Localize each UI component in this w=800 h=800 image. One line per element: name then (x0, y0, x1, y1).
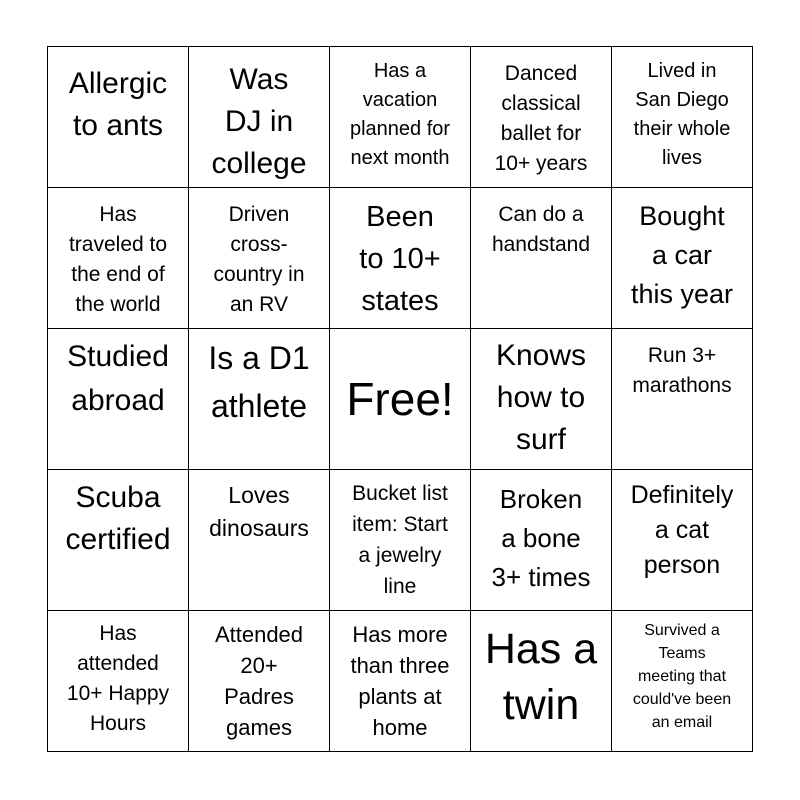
cell-text: Broken a bone 3+ times (491, 484, 591, 592)
bingo-cell[interactable] (471, 329, 612, 470)
bingo-cell[interactable] (612, 470, 753, 611)
cell-text: Free! (346, 373, 454, 425)
bingo-cell[interactable] (612, 611, 753, 752)
bingo-cell[interactable] (189, 611, 330, 752)
bingo-cell[interactable] (48, 329, 189, 470)
cell-text: Danced classical ballet for 10+ years (494, 62, 588, 175)
cell-text: Run 3+ marathons (632, 344, 732, 397)
cell-text: Allergic to ants (68, 67, 168, 142)
bingo-cell[interactable] (48, 188, 189, 329)
bingo-cell[interactable] (612, 329, 753, 470)
bingo-cell[interactable] (330, 611, 471, 752)
cell-text: Bought a car this year (630, 201, 734, 309)
bingo-cell[interactable] (471, 188, 612, 329)
cell-text: Definitely a cat person (630, 481, 734, 579)
bingo-cell[interactable] (471, 611, 612, 752)
bingo-board (47, 46, 753, 752)
cell-text: Scuba certified (65, 481, 171, 556)
cell-text: Has traveled to the end of the world (68, 203, 168, 316)
bingo-cell[interactable] (189, 329, 330, 470)
cell-text: Was DJ in college (211, 63, 307, 180)
cell-text: Can do a handstand (491, 203, 591, 256)
bingo-cell[interactable] (189, 188, 330, 329)
bingo-cell[interactable] (330, 188, 471, 329)
bingo-cell[interactable] (330, 47, 471, 188)
cell-text: Has attended 10+ Happy Hours (66, 622, 170, 735)
bingo-cell[interactable] (612, 188, 753, 329)
cell-text: Lived in San Diego their whole lives (633, 60, 731, 169)
bingo-cell[interactable] (189, 470, 330, 611)
cell-text: Knows how to surf (495, 339, 587, 456)
bingo-cell[interactable] (612, 47, 753, 188)
bingo-cell[interactable] (48, 470, 189, 611)
cell-text: Attended 20+ Padres games (214, 622, 304, 740)
bingo-cell[interactable] (471, 47, 612, 188)
cell-text: Has a vacation planned for next month (349, 60, 451, 169)
cell-text: Been to 10+ states (359, 201, 441, 317)
free-space[interactable] (330, 329, 471, 470)
cell-text: Bucket list item: Start a jewelry line (352, 482, 448, 598)
bingo-cell[interactable] (189, 47, 330, 188)
cell-text: Studied abroad (67, 340, 169, 417)
cell-text: Has a twin (484, 625, 598, 729)
bingo-cell[interactable] (48, 611, 189, 752)
bingo-cell[interactable] (471, 470, 612, 611)
cell-text: Has more than three plants at home (350, 622, 450, 740)
bingo-cell[interactable] (330, 470, 471, 611)
cell-text: Driven cross- country in an RV (213, 203, 305, 316)
cell-text: Is a D1 athlete (208, 340, 310, 424)
cell-text: Loves dinosaurs (209, 482, 309, 541)
cell-text: Survived a Teams meeting that could've been an email (632, 622, 732, 731)
bingo-cell[interactable] (48, 47, 189, 188)
